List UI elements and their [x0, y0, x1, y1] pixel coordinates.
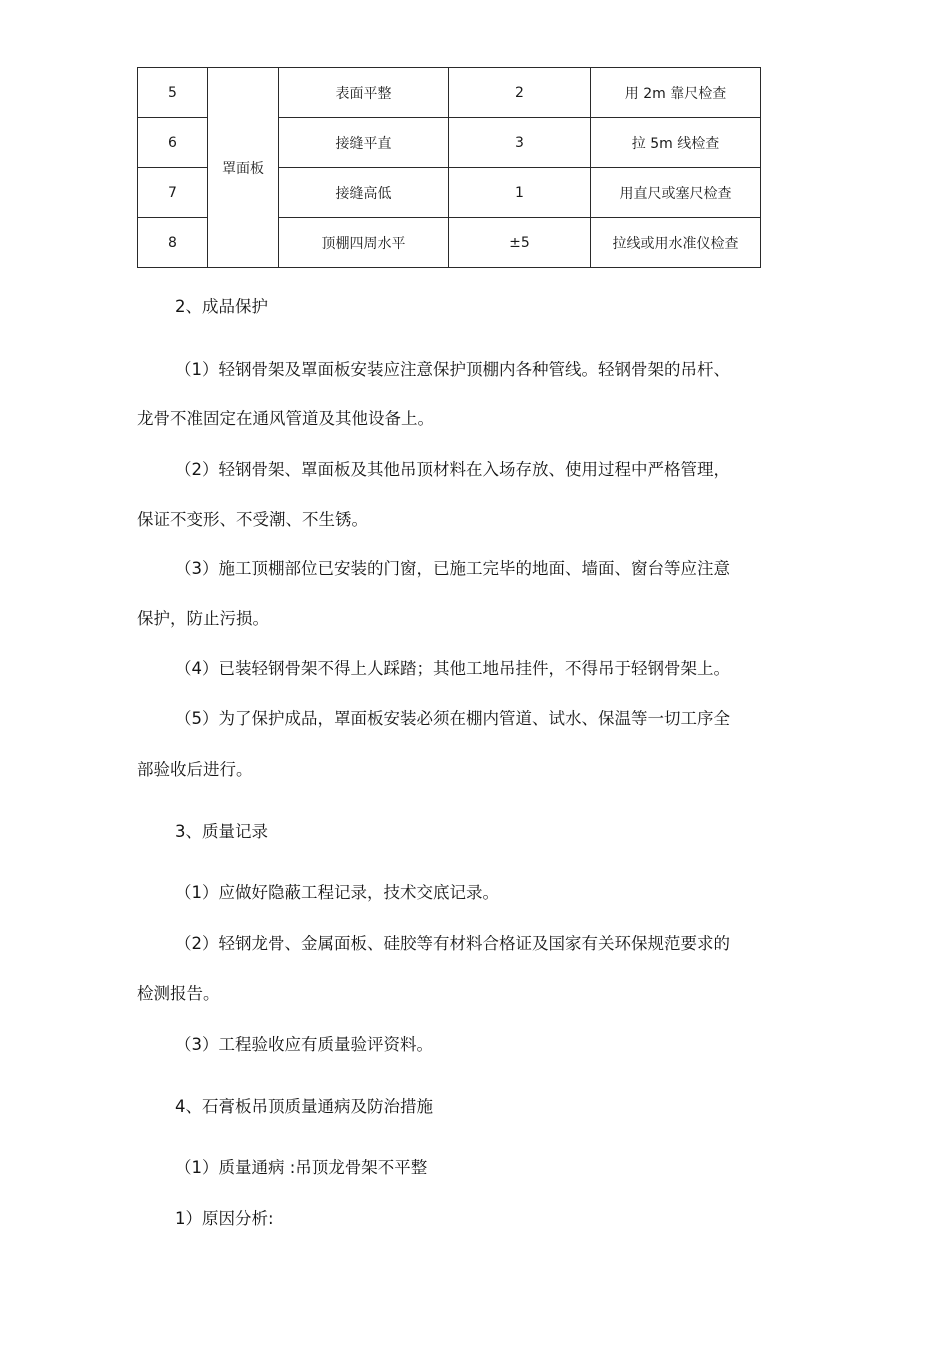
paragraph-line: （2）轻钢骨架、罩面板及其他吊顶材料在入场存放、使用过程中严格管理，: [175, 460, 730, 479]
check-method: 用 2m 靠尺检查: [591, 68, 761, 118]
paragraph-line: 龙骨不准固定在通风管道及其他设备上。: [137, 409, 434, 428]
paragraph-line: 检测报告。: [137, 984, 220, 1003]
paragraph-line: （3）工程验收应有质量验评资料。: [175, 1035, 433, 1054]
row-number: 5: [138, 68, 208, 118]
row-number: 6: [138, 118, 208, 168]
paragraph-line: （4）已装轻钢骨架不得上人踩踏；其他工地吊挂件，不得吊于轻钢骨架上。: [175, 659, 730, 678]
paragraph-line: （1）质量通病 :吊顶龙骨架不平整: [175, 1158, 428, 1177]
check-method: 拉线或用水准仪检查: [591, 218, 761, 268]
paragraph-line: （1）轻钢骨架及罩面板安装应注意保护顶棚内各种管线。轻钢骨架的吊杆、: [175, 360, 730, 379]
paragraph-line: （5）为了保护成品，罩面板安装必须在棚内管道、试水、保温等一切工序全: [175, 709, 730, 728]
check-item: 接缝高低: [279, 168, 449, 218]
paragraph-line: （3）施工顶棚部位已安装的门窗，已施工完毕的地面、墙面、窗台等应注意: [175, 559, 730, 578]
row-number: 8: [138, 218, 208, 268]
paragraph-line: 部验收后进行。: [137, 760, 253, 779]
paragraph-line: （1）应做好隐蔽工程记录，技术交底记录。: [175, 883, 499, 902]
check-item: 接缝平直: [279, 118, 449, 168]
check-method: 用直尺或塞尺检查: [591, 168, 761, 218]
inspection-table: [137, 67, 761, 268]
section-heading: 3、质量记录: [175, 822, 268, 841]
paragraph-line: 1）原因分析:: [175, 1209, 274, 1228]
paragraph-line: 保证不变形、不受潮、不生锈。: [137, 510, 368, 529]
row-number: 7: [138, 168, 208, 218]
tolerance: ±5: [449, 218, 591, 268]
table-row: [138, 68, 761, 118]
check-item: 表面平整: [279, 68, 449, 118]
tolerance: 3: [449, 118, 591, 168]
part-label: 罩面板: [208, 68, 279, 268]
check-item: 顶棚四周水平: [279, 218, 449, 268]
check-method: 拉 5m 线检查: [591, 118, 761, 168]
paragraph-line: 保护，防止污损。: [137, 609, 269, 628]
tolerance: 1: [449, 168, 591, 218]
paragraph-line: （2）轻钢龙骨、金属面板、硅胶等有材料合格证及国家有关环保规范要求的: [175, 934, 730, 953]
section-heading: 2、成品保护: [175, 297, 268, 316]
section-heading: 4、石膏板吊顶质量通病及防治措施: [175, 1097, 433, 1116]
tolerance: 2: [449, 68, 591, 118]
